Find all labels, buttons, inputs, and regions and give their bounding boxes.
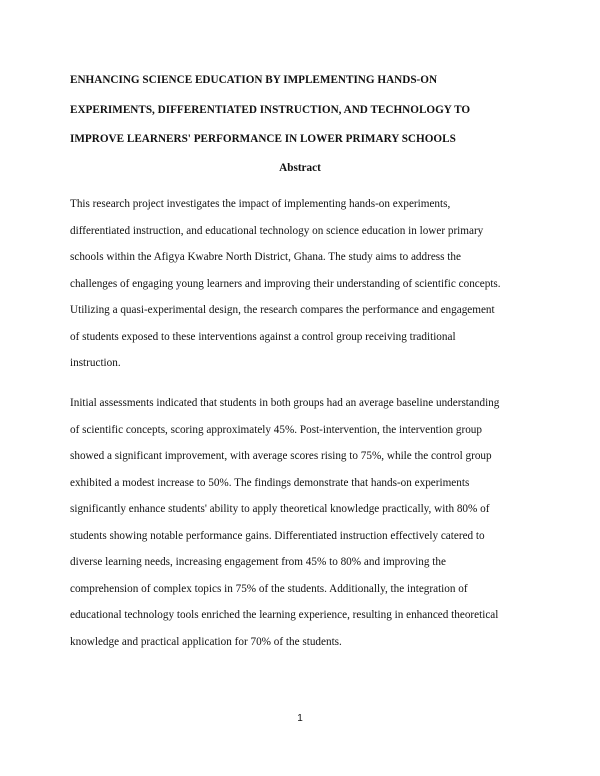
text-line: significantly enhance students' ability to apply theoretical knowledge practically, with 80% of — [70, 503, 490, 515]
abstract-heading: Abstract — [279, 162, 321, 174]
text-line: showed a significant improvement, with average scores rising to 75%, while the control group — [70, 450, 492, 462]
text-line: of scientific concepts, scoring approximately 45%. Post-intervention, the intervention group — [70, 423, 482, 436]
text-line: knowledge and practical application for 70% of the students. — [70, 635, 342, 648]
text-line: Initial assessments indicated that students in both groups had an average baseline understanding — [70, 397, 500, 409]
text-line: educational technology tools enriched the learning experience, resulting in enhanced theoretical — [70, 609, 499, 621]
text-line: diverse learning needs, increasing engagement from 45% to 80% and improving the — [70, 556, 446, 568]
abstract-paragraph-2 — [70, 390, 540, 655]
text-line: comprehension of complex topics in 75% of the students. Additionally, the integration of — [70, 582, 468, 595]
paper-title — [70, 66, 540, 155]
text-line: instruction. — [70, 357, 121, 369]
text-line: This research project investigates the impact of implementing hands-on experiments, — [70, 198, 451, 210]
page-number: 1 — [297, 713, 303, 724]
text-line: exhibited a modest increase to 50%. The findings demonstrate that hands-on experiments — [70, 476, 470, 489]
title-line: IMPROVE LEARNERS' PERFORMANCE IN LOWER PRIMARY SCHOOLS — [70, 133, 456, 145]
text-line: differentiated instruction, and educational technology on science education in lower primary — [70, 224, 484, 237]
title-line: EXPERIMENTS, DIFFERENTIATED INSTRUCTION, AND TECHNOLOGY TO — [70, 103, 471, 116]
title-line: ENHANCING SCIENCE EDUCATION BY IMPLEMENTING HANDS-ON — [70, 74, 438, 86]
text-line: students showing notable performance gains. Differentiated instruction effectively catered to — [70, 529, 485, 542]
text-line: of students exposed to these interventions against a control group receiving traditional — [70, 330, 456, 343]
text-line: Utilizing a quasi-experimental design, the research compares the performance and engagement — [70, 304, 495, 316]
text-line: challenges of engaging young learners and improving their understanding of scientific concepts. — [70, 277, 501, 290]
abstract-paragraph-1 — [70, 191, 540, 377]
text-line: schools within the Afigya Kwabre North District, Ghana. The study aims to address the — [70, 251, 461, 263]
